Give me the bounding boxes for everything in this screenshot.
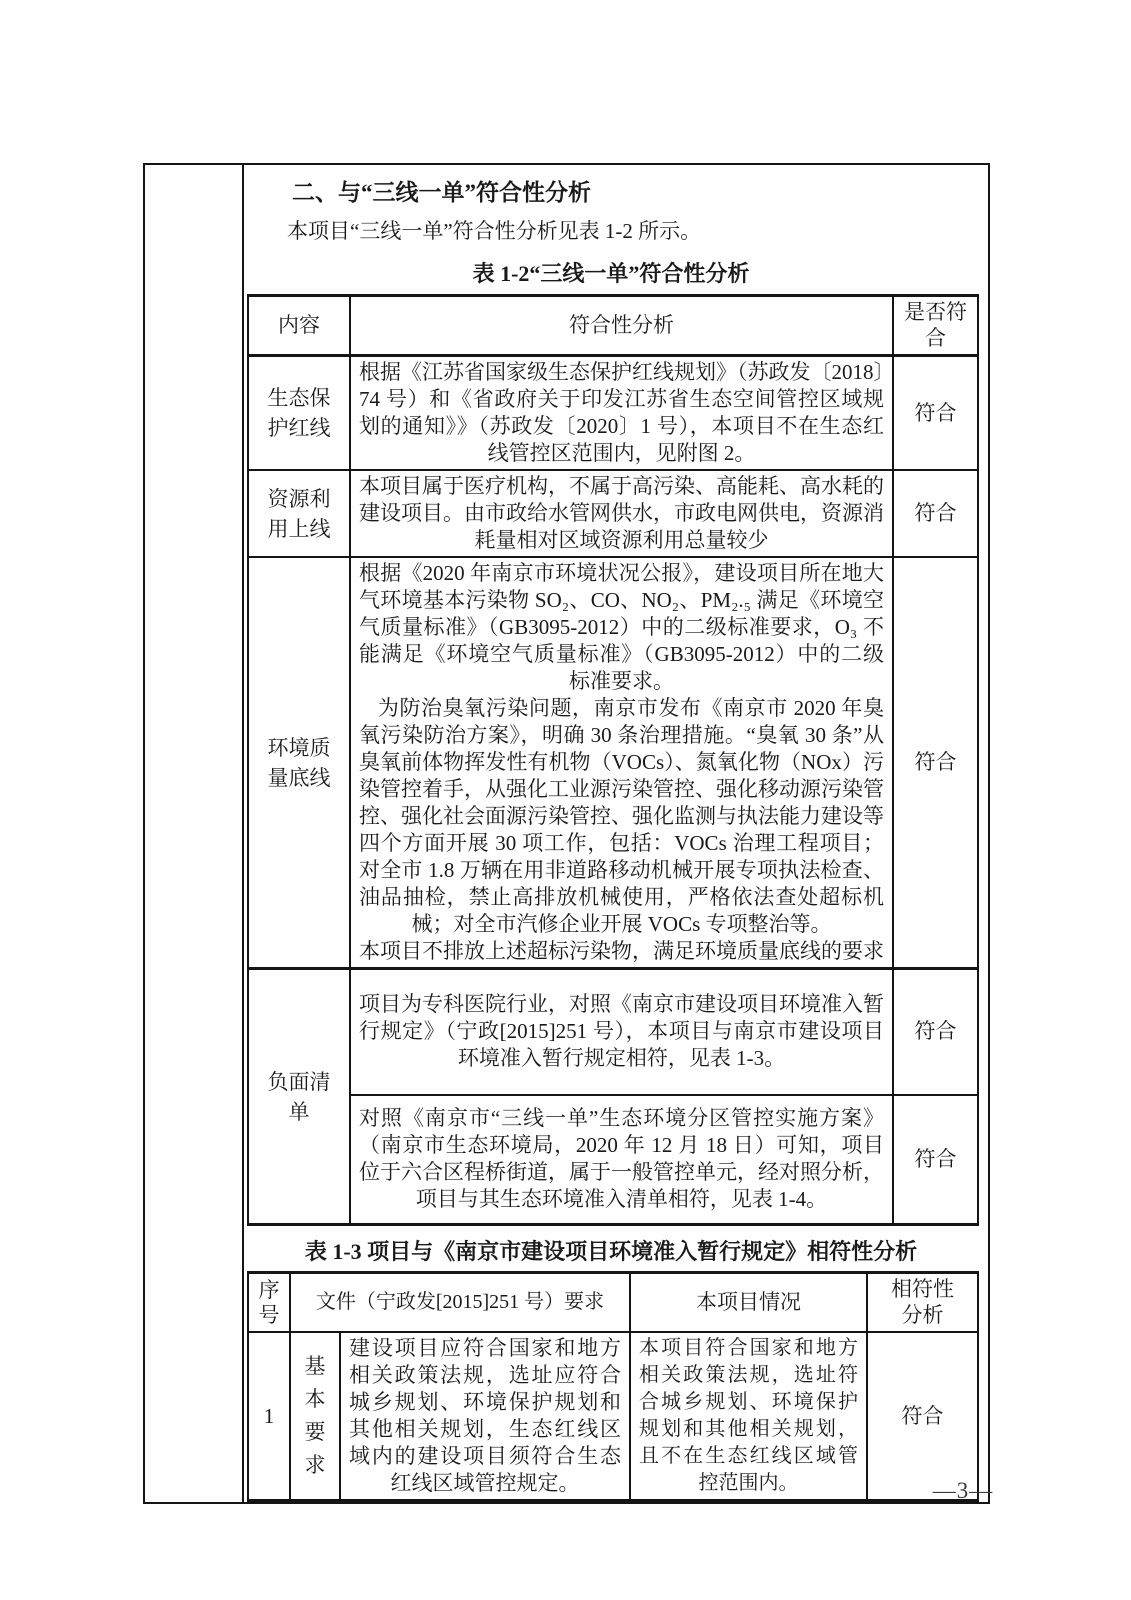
page-number: —3— — [932, 1478, 994, 1503]
requirement-cell: 建设项目应符合国家和地方相关政策法规，选址应符合城乡规划、环境保护规划和其他相关规划，生态红线区域内的建设项目须符合生态红线区域管控规定。 — [340, 1332, 630, 1501]
col-header-requirement: 文件（宁政发[2015]251 号）要求 — [290, 1273, 630, 1333]
col-header-content: 内容 — [248, 296, 350, 356]
conform-cell: 符合 — [893, 1095, 978, 1225]
analysis-cell: 根据《江苏省国家级生态保护红线规划》（苏政发〔2018〕74 号）和《省政府关于印发江苏省生态空间管控区域规划的通知》》（苏政发〔2020〕1 号），本项目不在生态红线管控区范围内，见附图 2。 — [350, 356, 893, 471]
col-header-conform: 是否符合 — [893, 296, 978, 356]
table-row — [248, 356, 978, 471]
table-1-2-header-row — [248, 296, 978, 356]
row-label-ecological-redline: 生态保护红线 — [248, 356, 350, 471]
table-1-3 — [247, 1271, 979, 1502]
analysis-cell: 项目为专科医院行业，对照《南京市建设项目环境准入暂行规定》（宁政[2015]251 号），本项目与南京市建设项目环境准入暂行规定相符，见表 1-3。 — [350, 969, 893, 1095]
section-heading: 二、与“三线一单”符合性分析 — [292, 180, 591, 205]
table-row — [248, 969, 978, 1095]
col-header-no: 序号 — [248, 1273, 290, 1333]
row-label-environment-quality: 环境质量底线 — [248, 557, 350, 969]
conform-cell: 符合 — [893, 356, 978, 471]
table-1-3-title: 表 1-3 项目与《南京市建设项目环境准入暂行规定》相符性分析 — [304, 1239, 918, 1264]
table-row — [248, 557, 978, 969]
content-column — [244, 165, 988, 1502]
analysis-cell: 本项目属于医疗机构，不属于高污染、高能耗、高水耗的建设项目。由市政给水管网供水，市政电网供电，资源消耗量相对区域资源利用总量较少 — [350, 470, 893, 557]
table-row — [248, 1095, 978, 1225]
conform-cell: 符合 — [893, 557, 978, 969]
intro-paragraph: 本项目“三线一单”符合性分析见表 1-2 所示。 — [287, 219, 702, 243]
table-row — [248, 1332, 978, 1501]
analysis-paragraph: 为防治臭氧污染问题，南京市发布《南京市 2020 年臭氧污染防治方案》，明确 30 条治理措施。“臭氧 30 条”从臭氧前体物挥发性有机物（VOCs）、氮氧化物（NOx）污染管控着手，从强化工业源污染管控、强化移动源污染管控、强化社会面源污染管控、强化监测与执法能力建设等四个方面开展 30 项工作，包括：VOCs 治理工程项目；对全市 1.8 万辆在用非道路移动机械开展专项执法检查、油品抽检，禁止高排放机械使用，严格依法查处超标机械；对全市汽修企业开展 VOCs 专项整治等。 — [359, 696, 884, 936]
category-cell: 基本要求 — [290, 1332, 340, 1501]
col-header-analysis: 符合性分析 — [350, 296, 893, 356]
analysis-cell — [350, 557, 893, 969]
project-cell: 本项目符合国家和地方相关政策法规，选址符合城乡规划、环境保护规划和其他相关规划，且不在生态红线区域管控范围内。 — [630, 1332, 867, 1501]
table-1-3-header-row — [248, 1273, 978, 1333]
form-frame — [143, 163, 990, 1504]
analysis-paragraph: 本项目不排放上述超标污染物，满足环境质量底线的要求 — [359, 939, 884, 963]
analysis-cell: 对照《南京市“三线一单”生态环境分区管控实施方案》（南京市生态环境局，2020 年 12 月 18 日）可知，项目位于六合区程桥街道，属于一般管控单元，经对照分析，项目与其生态环境准入清单相符，见表 1-4。 — [350, 1095, 893, 1225]
table-1-2-title: 表 1-2“三线一单”符合性分析 — [472, 261, 750, 286]
table-1-2 — [247, 294, 979, 1226]
table-row — [248, 470, 978, 557]
col-header-conformance: 相符性分析 — [867, 1273, 978, 1333]
conform-cell: 符合 — [893, 969, 978, 1095]
row-number-cell: 1 — [248, 1332, 290, 1501]
analysis-paragraph: 根据《2020 年南京市环境状况公报》，建设项目所在地大气环境基本污染物 SO₂、CO、NO₂、PM₂.₅ 满足《环境空气质量标准》（GB3095-2012）中的二级标准要求，O₃ 不能满足《环境空气质量标准》（GB3095-2012）中的二级标准要求。 — [359, 561, 884, 693]
left-margin-column — [145, 165, 244, 1502]
col-header-project: 本项目情况 — [630, 1273, 867, 1333]
row-label-negative-list: 负面清单 — [248, 969, 350, 1225]
conform-cell: 符合 — [867, 1332, 978, 1501]
row-label-resource-limit: 资源利用上线 — [248, 470, 350, 557]
conform-cell: 符合 — [893, 470, 978, 557]
